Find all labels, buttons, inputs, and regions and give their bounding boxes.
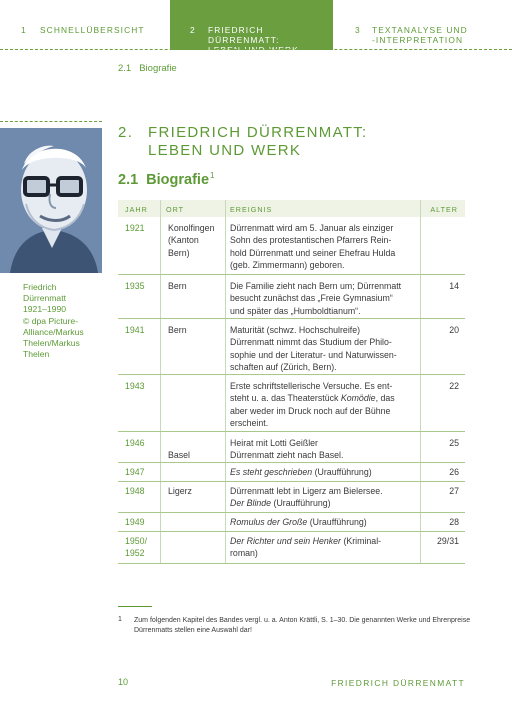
place-line: Bern) bbox=[168, 247, 190, 258]
photo-divider bbox=[0, 121, 102, 122]
tab-label-line: TEXTANALYSE UND bbox=[372, 25, 468, 35]
table-row bbox=[118, 463, 465, 482]
cell-event bbox=[230, 535, 420, 560]
page-number: 10 bbox=[118, 677, 129, 687]
footnote-rule bbox=[118, 606, 152, 607]
event-line bbox=[230, 535, 420, 547]
author-portrait bbox=[0, 128, 102, 273]
tab-label-line: -INTERPRETATION bbox=[372, 35, 464, 45]
footnote-number: 1 bbox=[118, 616, 122, 623]
chapter-title-line: FRIEDRICH DÜRRENMATT: bbox=[148, 124, 368, 141]
cell-place bbox=[168, 437, 228, 462]
table-header bbox=[118, 200, 465, 217]
cell-age: 27 bbox=[449, 486, 459, 496]
work-title: Es steht geschrieben bbox=[230, 467, 313, 477]
table-row bbox=[118, 513, 465, 532]
cell-year: 1935 bbox=[125, 281, 145, 291]
column-header-year: JAHR bbox=[125, 205, 148, 214]
cell-age: 22 bbox=[449, 381, 459, 391]
cell-year: 1946 bbox=[125, 438, 145, 448]
table-row bbox=[118, 532, 465, 564]
place-line: Bern bbox=[168, 281, 187, 291]
cell-event bbox=[230, 516, 420, 528]
table-row bbox=[118, 432, 465, 463]
event-line bbox=[230, 466, 420, 478]
year-line: 1950/ bbox=[125, 536, 148, 546]
caption-line: Alliance/Markus bbox=[23, 326, 84, 337]
caption-line: Thelen bbox=[23, 349, 50, 360]
column-header-age: ALTER bbox=[430, 205, 458, 214]
event-line: erscheint. bbox=[230, 417, 269, 428]
tab-number: 1 bbox=[21, 25, 27, 35]
running-title: FRIEDRICH DÜRRENMATT bbox=[331, 678, 465, 688]
cell-event bbox=[230, 324, 420, 373]
footnote-text: Zum folgenden Kapitel des Bandes vergl. u. a. Anton Krättli, S. 1–30. Die genannten Werke und Ehrenpreise Dürrenmatts stellen eine Auswahl dar! bbox=[134, 617, 471, 634]
cell-place bbox=[168, 222, 228, 259]
event-line bbox=[230, 497, 420, 509]
caption-line: © dpa Picture- bbox=[23, 315, 79, 326]
work-title: Der Blinde bbox=[230, 498, 272, 509]
cell-event bbox=[230, 437, 420, 462]
event-line: Dürrenmatt wird am 5. Januar als einziger bbox=[230, 223, 394, 233]
cell-year: 1948 bbox=[125, 486, 145, 496]
tab-label-line: LEBEN UND WERK bbox=[208, 45, 299, 55]
cell-year: 1943 bbox=[125, 381, 145, 391]
chapter-number: 2. bbox=[118, 124, 134, 141]
place-line: (Kanton bbox=[168, 235, 199, 246]
tab-schnelluebersicht[interactable] bbox=[0, 0, 170, 50]
tab-label bbox=[372, 25, 468, 45]
work-title: Romulus der Große bbox=[230, 517, 308, 527]
table-row bbox=[118, 482, 465, 513]
tab-number: 3 bbox=[355, 25, 361, 35]
caption-line: Friedrich bbox=[23, 282, 57, 292]
cell-year: 1921 bbox=[125, 223, 145, 233]
photo-caption bbox=[23, 282, 103, 360]
event-text: (Uraufführung) bbox=[271, 498, 331, 509]
event-line: Dürrenmatt nimmt das Studium der Philo- bbox=[230, 337, 392, 348]
event-line: Heirat mit Lotti Geißler bbox=[230, 438, 318, 448]
chapter-navigation bbox=[0, 0, 512, 55]
cell-event bbox=[230, 485, 420, 510]
event-line: schaften auf (Zürich, Bern). bbox=[230, 361, 337, 372]
table-row bbox=[118, 217, 465, 275]
year-line: 1952 bbox=[125, 548, 145, 559]
cell-event bbox=[230, 280, 420, 317]
chapter-title-line: LEBEN UND WERK bbox=[148, 142, 302, 159]
cell-age: 25 bbox=[449, 438, 459, 448]
cell-year: 1941 bbox=[125, 325, 145, 335]
column-header-event: EREIGNIS bbox=[230, 205, 273, 214]
event-line: aber weder im Druck noch auf der Bühne bbox=[230, 405, 391, 416]
event-line: Dürrenmatt zieht nach Basel. bbox=[230, 450, 344, 461]
table-row bbox=[118, 275, 465, 319]
cell-year: 1949 bbox=[125, 517, 145, 527]
event-text: (Kriminal- bbox=[341, 536, 382, 546]
event-line bbox=[230, 392, 420, 404]
footnote-ref[interactable]: 1 bbox=[210, 171, 215, 180]
section-title bbox=[118, 171, 214, 188]
place-line: Ligerz bbox=[168, 486, 192, 496]
breadcrumb-number: 2.1 bbox=[118, 63, 132, 74]
place-line: Konolfingen bbox=[168, 223, 215, 233]
cell-event bbox=[230, 466, 420, 478]
event-line: Erste schriftstellerische Versuche. Es ent- bbox=[230, 381, 393, 391]
event-text: , das bbox=[375, 393, 395, 404]
place-line: Basel bbox=[168, 450, 191, 461]
column-header-place: ORT bbox=[166, 205, 185, 214]
cell-age: 14 bbox=[449, 281, 459, 291]
table-row bbox=[118, 319, 465, 375]
tab-label: SCHNELLÜBERSICHT bbox=[40, 25, 145, 35]
tab-label bbox=[208, 25, 333, 55]
chapter-title bbox=[148, 124, 448, 160]
event-line bbox=[230, 516, 420, 528]
work-title: Der Richter und sein Henker bbox=[230, 536, 341, 546]
event-line: hold Dürrenmatt und seiner Ehefrau Hulda bbox=[230, 247, 396, 258]
event-text: (Uraufführung) bbox=[307, 517, 367, 527]
event-line: Die Familie zieht nach Bern um; Dürrenmatt bbox=[230, 281, 402, 291]
cell-age: 29/31 bbox=[436, 536, 459, 546]
tab-label-line: FRIEDRICH DÜRRENMATT: bbox=[208, 25, 280, 45]
event-line: (geb. Zimmermann) geboren. bbox=[230, 259, 345, 270]
cell-year: 1947 bbox=[125, 467, 145, 477]
section-label: Biografie bbox=[146, 171, 210, 188]
portrait-illustration bbox=[0, 128, 102, 273]
caption-line: 1921–1990 bbox=[23, 304, 67, 315]
breadcrumb-label: Biografie bbox=[139, 63, 177, 74]
cell-place bbox=[168, 324, 228, 336]
cell-event bbox=[230, 380, 420, 429]
cell-age: 28 bbox=[449, 517, 459, 527]
cell-event bbox=[230, 222, 420, 271]
nav-divider bbox=[0, 49, 512, 50]
event-line: Maturität (schwz. Hochschulreife) bbox=[230, 325, 361, 335]
breadcrumb bbox=[118, 63, 177, 74]
cell-place bbox=[168, 280, 228, 292]
work-title: Komödie bbox=[340, 393, 376, 404]
tab-number: 2 bbox=[190, 25, 196, 35]
event-text: steht u. a. das Theaterstück bbox=[230, 393, 341, 404]
event-text: (Uraufführung) bbox=[312, 467, 372, 477]
event-line: roman) bbox=[230, 548, 258, 559]
cell-year bbox=[125, 535, 147, 560]
event-line: besucht zunächst das „Freie Gymnasium“ bbox=[230, 293, 393, 304]
tab-leben-und-werk[interactable] bbox=[170, 0, 333, 55]
tab-textanalyse[interactable] bbox=[333, 0, 512, 50]
caption-line: Dürrenmatt bbox=[23, 293, 66, 304]
event-line: Sohn des protestantischen Pfarrers Rein- bbox=[230, 235, 392, 246]
event-line: Dürrenmatt lebt in Ligerz am Bielersee. bbox=[230, 486, 383, 496]
section-number: 2.1 bbox=[118, 171, 139, 188]
cell-place bbox=[168, 485, 228, 497]
table-row bbox=[118, 375, 465, 432]
event-line: sophie und der Literatur- und Naturwissen- bbox=[230, 349, 397, 360]
event-line: und später das „Humboldtianum“. bbox=[230, 305, 361, 316]
place-line bbox=[168, 437, 228, 449]
cell-age: 20 bbox=[449, 325, 459, 335]
caption-line: Thelen/Markus bbox=[23, 338, 80, 349]
place-line: Bern bbox=[168, 325, 187, 335]
cell-age: 26 bbox=[449, 467, 459, 477]
